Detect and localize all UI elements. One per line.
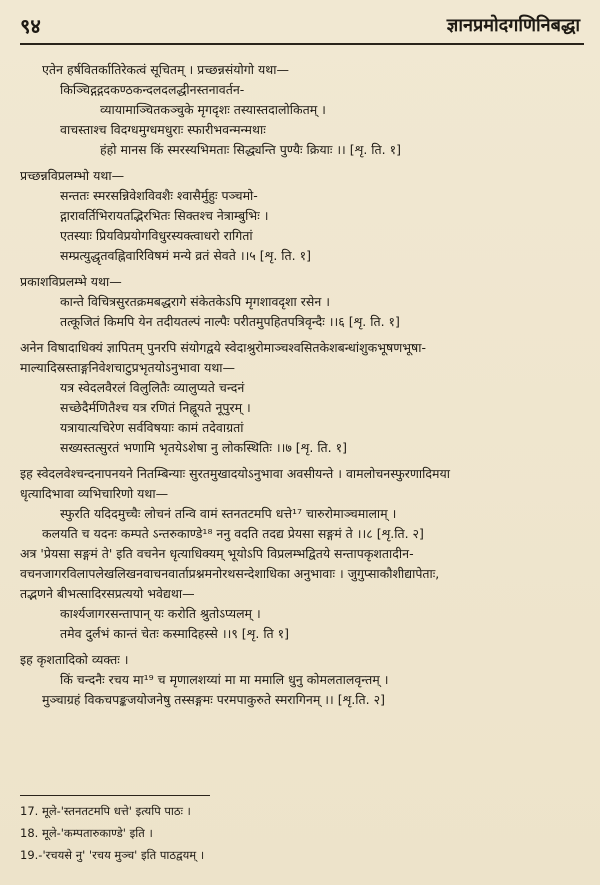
- header-rule: [20, 43, 584, 45]
- text-line: यत्रायात्यचिरेण सर्वविषयाः कामं तदेवाग्रतां: [60, 420, 244, 435]
- text-line: इह कृशतादिको व्यक्तः ।: [20, 652, 129, 667]
- text-line: मुञ्चाग्रहं विकचपङ्कजयोजनेषु तस्सङ्गमः परमपाकुरुते स्मरागिनम् ।। [शृ.ति. २]: [42, 692, 385, 707]
- text-line: अनेन विषादाधिक्यं ज्ञापितम् पुनरपि संयोगद्वये स्वेदाश्रुरोमाञ्चश्वसितकेशबन्धांशुकभूषणभूषा-: [20, 340, 427, 355]
- footnote: 19.-'रचयसे नु' 'रचय मुञ्च' इति पाठद्वयम् ।: [20, 848, 205, 862]
- text-line: वाचस्ताश्च विदग्धमुग्धमधुराः स्फारीभवन्मन्मथाः: [60, 122, 266, 137]
- text-line: धृत्यादिभावा व्यभिचारिणो यथा—: [20, 486, 169, 501]
- text-line: माल्यादिस्रस्ताङ्गनिवेशचाटुप्रभृतयोऽनुभावा यथा—: [20, 360, 236, 375]
- footnotes: [20, 800, 580, 866]
- text-line: एतस्याः प्रियविप्रयोगविधुरस्यक्त्वाधरो रागितां: [60, 228, 253, 243]
- footnote-rule: [20, 795, 210, 796]
- text-line: व्यायामाञ्चितकञ्चुके मृगदृशः तस्यास्तदालोकितम् ।: [100, 102, 326, 117]
- text-line: कलयति च यदनः कम्पते ऽन्तरुकाण्डे¹⁸ ननु वदति तदद्य प्रेयसा सङ्गमं ते ।।८ [शृ.ति. २]: [42, 526, 424, 541]
- page-number: ९४: [20, 13, 41, 38]
- running-title: ज्ञानप्रमोदगणिनिबद्धा: [446, 15, 580, 36]
- text-line: द्गारावर्तिभिरायतद्भिरभितः सिक्तश्च नेत्राम्बुभिः ।: [60, 208, 269, 223]
- text-line: तत्कूजितं किमपि येन तदीयतल्पं नाल्पैः परीतमुपहितपत्रिवृन्दैः ।।६ [शृ. ति. १]: [60, 314, 400, 329]
- text-line: हंहो मानस किं स्मरस्यभिमताः सिद्ध्यन्ति पुण्यैः क्रियाः ।। [शृ. ति. १]: [100, 142, 401, 157]
- text-line: प्रकाशविप्रलम्भे यथा—: [20, 274, 122, 289]
- text-line: स्फुरति यदिदमुच्चैः लोचनं तन्वि वामं स्तनतटमपि धत्ते¹⁷ चारुरोमाञ्चमालाम् ।: [60, 506, 397, 521]
- text-line: तद्भणने बीभत्सादिरसप्रत्ययो भवेद्यथा—: [20, 586, 195, 601]
- footnote: 17. मूले-'स्तनतटमपि धत्ते' इत्यपि पाठः ।: [20, 804, 191, 818]
- text-line: इह स्वेदलवेश्चन्दनापनयने नितम्बिन्याः सुरतमुखादयोऽनुभावा अवसीयन्ते । वामलोचनस्फुरणादिमया: [20, 466, 450, 481]
- text-line: कान्ते विचित्रसुरतक्रमबद्धरागे संकेतकेऽपि मृगशावदृशा रसेन ।: [60, 294, 330, 309]
- text-line: सच्छेदैर्मणितैश्च यत्र रणितं निह्नूयते नूपुरम् ।: [60, 400, 251, 415]
- text-line: किञ्चिद्गद्गदकण्ठकन्दलदलद्धीनस्तनावर्तन-: [60, 82, 245, 97]
- text-line: किं चन्दनैः रचय मा¹⁹ च मृणालशय्यां मा मा ममालि धुनु कोमलतालवृन्तम् ।: [60, 672, 389, 687]
- footnote: 18. मूले-'कम्पतारुकाण्डे' इति ।: [20, 826, 153, 840]
- text-line: सन्ततः स्मरसन्निवेशविवशैः श्वासैर्मुहुः पञ्चमो-: [60, 188, 258, 203]
- text-line: सख्यस्तत्सुरतं भणामि भृतयेऽशेषा नु लोकस्थितिः ।।७ [शृ. ति. १]: [60, 440, 348, 455]
- text-line: एतेन हर्षवितर्कातिरेकत्वं सूचितम् । प्रच्छन्नसंयोगो यथा—: [42, 62, 289, 77]
- text-line: वचनजागरविलापलेखलिखनवाचनवार्ताप्रश्नमनोरथसन्देशाधिका अनुभावाः । जुगुप्साकौशीद्यापेताः,: [20, 566, 440, 581]
- text-line: सम्प्रत्युद्धृतवह्निवारिविषमं मन्ये व्रतं सेवते ।।५ [शृ. ति. १]: [60, 248, 311, 263]
- text-line: अत्र 'प्रेयसा सङ्गमं ते' इति वचनेन धृत्याधिक्यम् भूयोऽपि विप्रलम्भद्वितये सन्तापकृशतादीन-: [20, 546, 414, 561]
- page-body: [20, 60, 580, 800]
- text-line: तमेव दुर्लभं कान्तं चेतः कस्मादिहस्से ।।९ [शृ. ति १]: [60, 626, 290, 641]
- text-line: यत्र स्वेदलवैरलं विलुलितैः व्यालुप्यते चन्दनं: [60, 380, 245, 395]
- text-line: कार्श्यजागरसन्तापान् यः करोति श्रुतोऽप्यलम् ।: [60, 606, 261, 621]
- text-line: प्रच्छन्नविप्रलम्भो यथा—: [20, 168, 125, 183]
- page-header: [20, 10, 580, 40]
